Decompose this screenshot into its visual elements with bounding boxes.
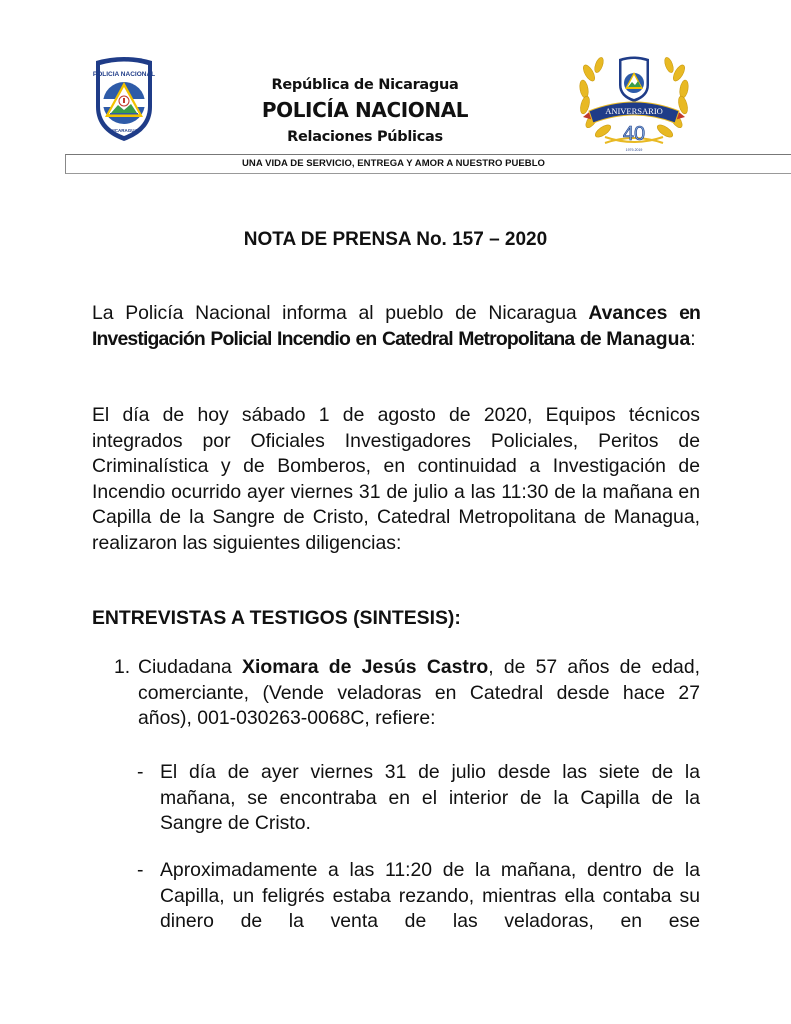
intro-bold-condensed: en Investigación Policial Incendio en Catedral Metropolitana de	[92, 302, 701, 350]
statement-text: Aproximadamente a las 11:20 de la mañana, dentro de la Capilla, un feligrés estaba rezando, mientras ella contaba su dinero de la venta de las veladoras, en ese	[160, 859, 700, 933]
shield-top-text: POLICIA NACIONAL	[92, 71, 156, 78]
list-number: 1.	[114, 656, 131, 678]
bullet-dash: -	[137, 859, 144, 881]
statement-text: El día de ayer viernes 31 de julio desde las siete de la mañana, se encontraba en el interior de la Capilla de la Sangre de Cristo.	[160, 761, 700, 835]
badge-years: 1979-2019	[625, 148, 643, 152]
intro-plain: La Policía Nacional informa al pueblo de Nicaragua	[92, 302, 589, 324]
shield-bottom-text: NICARAGUA	[110, 128, 138, 133]
intro-bold-3: Managua	[606, 327, 691, 350]
press-release-title: NOTA DE PRENSA No. 157 – 2020	[243, 229, 548, 250]
witness-prefix: Ciudadana	[138, 656, 243, 678]
anniversary-badge-icon	[575, 45, 693, 157]
body-paragraph: El día de hoy sábado 1 de agosto de 2020, Equipos técnicos integrados por Oficiales Investigadores Policiales, Peritos de Criminalística y de Bomberos, en continuidad a Investigación de Incendio ocurrido ayer viernes 31 de julio a las 11:30 de la mañana en Capilla de la Sangre de Cristo, Catedral Metropolitana de Managua, realizaron las siguientes diligencias:	[92, 404, 700, 554]
intro-bold-1: Avances	[588, 302, 668, 324]
header-country: República de Nicaragua	[271, 77, 459, 93]
intro-end: :	[690, 327, 696, 350]
badge-ribbon-text: ANIVERSARIO	[605, 106, 663, 116]
witness-text	[138, 655, 700, 732]
bullet-dash: -	[137, 761, 144, 783]
intro-paragraph	[92, 301, 700, 352]
header-institution: POLICÍA NACIONAL	[261, 98, 469, 122]
witness-name: Xiomara de Jesús Castro	[242, 656, 489, 678]
tagline: UNA VIDA DE SERVICIO, ENTREGA Y AMOR A NUESTRO PUEBLO	[242, 158, 545, 169]
badge-number: 40	[622, 123, 646, 145]
header-department: Relaciones Públicas	[287, 129, 443, 145]
section-heading: ENTREVISTAS A TESTIGOS (SINTESIS):	[92, 607, 461, 629]
police-shield-logo-icon	[90, 55, 158, 143]
witness-details: , de 57 años de edad, comerciante, (Vende veladoras en Catedral desde hace 27 años), 001-030263-0068C, refiere:	[138, 656, 700, 730]
